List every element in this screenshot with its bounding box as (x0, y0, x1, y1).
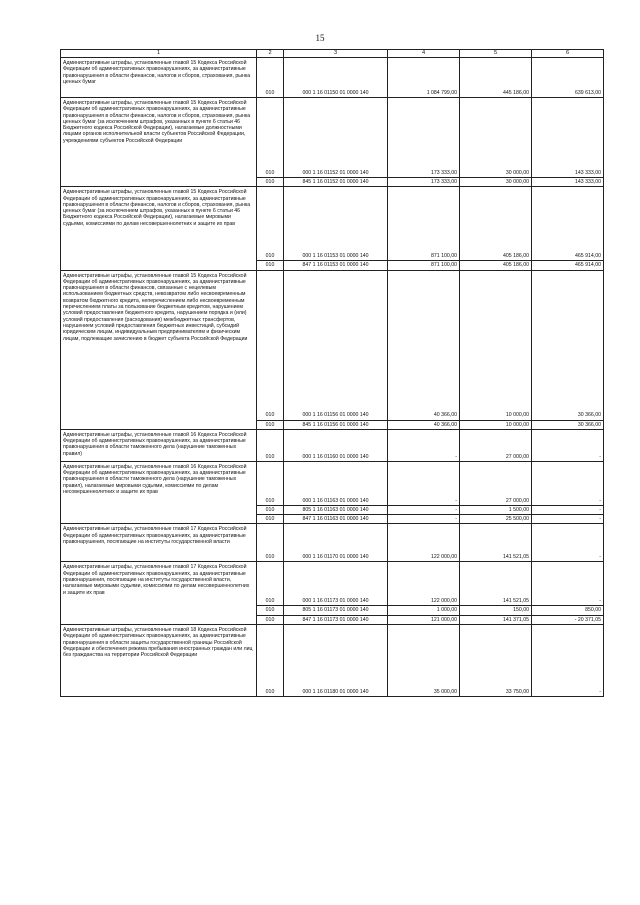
executed-amount-cell: 150,00 (460, 606, 532, 615)
table-row (61, 615, 604, 624)
approved-amount-cell: - (388, 429, 460, 461)
approved-amount-cell: 871 100,00 (388, 261, 460, 270)
unexecuted-amount-cell: - (532, 524, 604, 562)
row-description: Административные штрафы, установленные главой 17 Кодекса Российской Федерации об административных правонарушениях, за административные правонарушения, посягающие на институты государственной власти, налагаемые мировыми судьями, комиссиями по делам несовершеннолетних и защите их прав (61, 562, 257, 606)
executed-amount-cell: 27 000,00 (460, 461, 532, 505)
line-code-cell: 010 (257, 420, 284, 429)
line-code-cell: 010 (257, 461, 284, 505)
budget-code-cell: 847 1 16 01153 01 0000 140 (284, 261, 388, 270)
row-description: Административные штрафы, установленные главой 15 Кодекса Российской Федерации об административных правонарушениях, за административные правонарушения в области финансов, налогов и сборов, страхования, рынка ценных бумаг (за исключением штрафов, указанных в пункте 6 статьи 46 Бюджетного кодекса Российской Федерации), налагаемые мировыми судьями, комиссиями по делам несовершеннолетних и защите их прав (61, 187, 257, 261)
row-description-continuation (61, 261, 257, 270)
budget-code-cell: 000 1 16 01180 01 0000 140 (284, 625, 388, 697)
executed-amount-cell: 141 371,05 (460, 615, 532, 624)
line-code-cell: 010 (257, 562, 284, 606)
budget-code-cell: 000 1 16 01152 01 0000 140 (284, 98, 388, 178)
unexecuted-amount-cell: 143 333,00 (532, 98, 604, 178)
row-description-continuation (61, 505, 257, 514)
executed-amount-cell: 10 000,00 (460, 270, 532, 420)
budget-code-cell: 000 1 16 01156 01 0000 140 (284, 270, 388, 420)
column-header: 5 (460, 50, 532, 58)
unexecuted-amount-cell: 465 914,00 (532, 261, 604, 270)
budget-code-cell: 000 1 16 01170 01 0000 140 (284, 524, 388, 562)
row-description-continuation (61, 420, 257, 429)
row-description: Административные штрафы, установленные главой 15 Кодекса Российской Федерации об административных правонарушениях, за административные правонарушения в области финансов, связанные с нецелевым использованием бюджетных средств, невозвратом либо несвоевременным возвратом бюджетного кредита, неперечислением либо несвоевременным перечислением платы за пользование бюджетным кредитом, нарушением условий предоставления бюджетного кредита, нарушением порядка и (или) условий предоставления (расходования) межбюджетных трансфертов, нарушением условий предоставления бюджетных инвестиций, субсидий юридическим лицам, индивидуальным предпринимателям и физическим лицам, подлежащие зачислению в бюджет субъекта Российской Федерации (61, 270, 257, 420)
executed-amount-cell: 33 750,00 (460, 625, 532, 697)
budget-code-cell: 805 1 16 01173 01 0000 140 (284, 606, 388, 615)
budget-code-cell: 000 1 16 01150 01 0000 140 (284, 58, 388, 98)
line-code-cell: 010 (257, 261, 284, 270)
unexecuted-amount-cell: - 20 371,05 (532, 615, 604, 624)
unexecuted-amount-cell: - (532, 461, 604, 505)
row-description: Административные штрафы, установленные главой 15 Кодекса Российской Федерации об административных правонарушениях, за административные правонарушения в области финансов, налогов и сборов, страхования, рынка ценных бумаг (61, 58, 257, 98)
approved-amount-cell: 122 000,00 (388, 562, 460, 606)
revenue-table (60, 49, 604, 697)
approved-amount-cell: 40 366,00 (388, 420, 460, 429)
executed-amount-cell: 30 000,00 (460, 178, 532, 187)
table-row (61, 178, 604, 187)
line-code-cell: 010 (257, 98, 284, 178)
table-header-row (61, 50, 604, 58)
column-header: 3 (284, 50, 388, 58)
table-row (61, 420, 604, 429)
executed-amount-cell: 445 186,00 (460, 58, 532, 98)
table-row (61, 461, 604, 505)
table-row (61, 429, 604, 461)
row-description-continuation (61, 515, 257, 524)
approved-amount-cell: 173 333,00 (388, 98, 460, 178)
line-code-cell: 010 (257, 58, 284, 98)
column-header: 6 (532, 50, 604, 58)
approved-amount-cell: 35 000,00 (388, 625, 460, 697)
approved-amount-cell: - (388, 505, 460, 514)
row-description-continuation (61, 615, 257, 624)
budget-code-cell: 000 1 16 01153 01 0000 140 (284, 187, 388, 261)
unexecuted-amount-cell: 30 366,00 (532, 270, 604, 420)
approved-amount-cell: 173 333,00 (388, 178, 460, 187)
unexecuted-amount-cell: - (532, 505, 604, 514)
line-code-cell: 010 (257, 615, 284, 624)
line-code-cell: 010 (257, 178, 284, 187)
approved-amount-cell: - (388, 461, 460, 505)
table-row (61, 625, 604, 697)
executed-amount-cell: 141 521,05 (460, 524, 532, 562)
table-row (61, 562, 604, 606)
executed-amount-cell: 405 186,00 (460, 187, 532, 261)
row-description: Административные штрафы, установленные главой 15 Кодекса Российской Федерации об административных правонарушениях, за административные правонарушения в области финансов, налогов и сборов, страхования, рынка ценных бумаг (за исключением штрафов, указанных в пункте 6 статьи 46 Бюджетного кодекса Российской Федерации), налагаемые должностными лицами органов исполнительной власти субъектов Российской Федерации, учреждениями субъектов Российской Федерации (61, 98, 257, 178)
row-description: Административные штрафы, установленные главой 18 Кодекса Российской Федерации об административных правонарушениях, за административные правонарушения в области защиты государственной границы Российской Федерации и обеспечения режима пребывания иностранных граждан или лиц без гражданства на территории Российской Федерации (61, 625, 257, 697)
unexecuted-amount-cell: - (532, 625, 604, 697)
column-header: 1 (61, 50, 257, 58)
table-row (61, 98, 604, 178)
budget-code-cell: 845 1 16 01152 01 0000 140 (284, 178, 388, 187)
approved-amount-cell: 1 000,00 (388, 606, 460, 615)
line-code-cell: 010 (257, 270, 284, 420)
budget-code-cell: 845 1 16 01156 01 0000 140 (284, 420, 388, 429)
line-code-cell: 010 (257, 524, 284, 562)
line-code-cell: 010 (257, 187, 284, 261)
unexecuted-amount-cell: - (532, 562, 604, 606)
unexecuted-amount-cell: 639 613,00 (532, 58, 604, 98)
budget-code-cell: 805 1 16 01163 01 0000 140 (284, 505, 388, 514)
budget-code-cell: 000 1 16 01160 01 0000 140 (284, 429, 388, 461)
line-code-cell: 010 (257, 429, 284, 461)
table-row (61, 606, 604, 615)
budget-code-cell: 847 1 16 01163 01 0000 140 (284, 515, 388, 524)
approved-amount-cell: 122 000,00 (388, 524, 460, 562)
column-header: 4 (388, 50, 460, 58)
executed-amount-cell: 141 521,05 (460, 562, 532, 606)
page-number: 15 (315, 33, 325, 43)
table-row (61, 58, 604, 98)
table-row (61, 270, 604, 420)
table-row (61, 515, 604, 524)
unexecuted-amount-cell: - (532, 515, 604, 524)
approved-amount-cell: 40 366,00 (388, 270, 460, 420)
column-header: 2 (257, 50, 284, 58)
executed-amount-cell: 1 500,00 (460, 505, 532, 514)
line-code-cell: 010 (257, 505, 284, 514)
line-code-cell: 010 (257, 625, 284, 697)
unexecuted-amount-cell: 30 366,00 (532, 420, 604, 429)
approved-amount-cell: 871 100,00 (388, 187, 460, 261)
executed-amount-cell: 30 000,00 (460, 98, 532, 178)
line-code-cell: 010 (257, 606, 284, 615)
executed-amount-cell: 27 000,00 (460, 429, 532, 461)
row-description-continuation (61, 606, 257, 615)
unexecuted-amount-cell: 850,00 (532, 606, 604, 615)
table-row (61, 505, 604, 514)
budget-code-cell: 847 1 16 01173 01 0000 140 (284, 615, 388, 624)
table-row (61, 524, 604, 562)
budget-code-cell: 000 1 16 01173 01 0000 140 (284, 562, 388, 606)
line-code-cell: 010 (257, 515, 284, 524)
executed-amount-cell: 25 500,00 (460, 515, 532, 524)
unexecuted-amount-cell: 143 333,00 (532, 178, 604, 187)
budget-code-cell: 000 1 16 01163 01 0000 140 (284, 461, 388, 505)
row-description: Административные штрафы, установленные главой 17 Кодекса Российской Федерации об административных правонарушениях, за административные правонарушения, посягающие на институты государственной власти (61, 524, 257, 562)
table-row (61, 261, 604, 270)
row-description: Административные штрафы, установленные главой 16 Кодекса Российской Федерации об административных правонарушениях, за административные правонарушения в области таможенного дела (нарушение таможенных правил) (61, 429, 257, 461)
approved-amount-cell: - (388, 515, 460, 524)
approved-amount-cell: 121 000,00 (388, 615, 460, 624)
table-row (61, 187, 604, 261)
approved-amount-cell: 1 084 799,00 (388, 58, 460, 98)
row-description-continuation (61, 178, 257, 187)
unexecuted-amount-cell: 465 914,00 (532, 187, 604, 261)
unexecuted-amount-cell: - (532, 429, 604, 461)
executed-amount-cell: 10 000,00 (460, 420, 532, 429)
row-description: Административные штрафы, установленные главой 16 Кодекса Российской Федерации об административных правонарушениях, за административные правонарушения в области таможенного дела (нарушение таможенных правил), налагаемые мировыми судьями, комиссиями по делам несовершеннолетних и защите их прав (61, 461, 257, 505)
executed-amount-cell: 405 186,00 (460, 261, 532, 270)
